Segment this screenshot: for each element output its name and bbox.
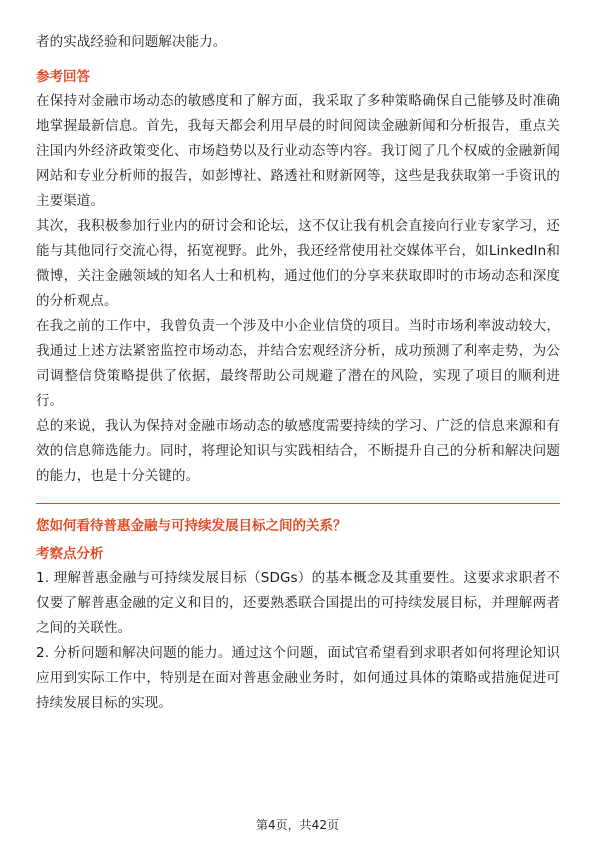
analysis-point-2: 2. 分析问题和解决问题的能力。通过这个问题，面试官希望看到求职者如何将理论知识应用到实际工作中，特别是在面对普惠金融业务时，如何通过具体的策略或措施促进可持续发展目标的实现。 (36, 645, 560, 711)
answer-paragraph-1: 在保持对金融市场动态的敏感度和了解方面，我采取了多种策略确保自己能够及时准确地掌握最新信息。首先，我每天都会利用早晨的时间阅读金融新闻和分析报告，重点关注国内外经济政策变化、市场趋势以及行业动态等内容。我订阅了几个权威的金融新闻网站和专业分析师的报告，如彭博社、路透社和财新网等，这些是我获取第一手资讯的主要渠道。 (36, 93, 560, 209)
page-content (36, 30, 560, 716)
page-number: 第4页，共42页 (256, 818, 339, 832)
answer-paragraph-2: 其次，我积极参加行业内的研讨会和论坛，这不仅让我有机会直接向行业专家学习，还能与其他同行交流心得，拓宽视野。此外，我还经常使用社交媒体平台，如LinkedIn和微博，关注金融领域的知名人士和机构，通过他们的分享来获取即时的市场动态和深度的分析观点。 (36, 218, 560, 309)
continued-paragraph: 者的实战经验和问题解决能力。 (36, 34, 227, 50)
analysis-heading: 考察点分析 (36, 546, 104, 562)
answer-paragraph-4: 总的来说，我认为保持对金融市场动态的敏感度需要持续的学习、广泛的信息来源和有效的信息筛选能力。同时，将理论知识与实践相结合，不断提升自己的分析和解决问题的能力，也是十分关键的。 (36, 418, 560, 484)
answer-paragraph-3: 在我之前的工作中，我曾负责一个涉及中小企业信贷的项目。当时市场利率波动较大，我通过上述方法紧密监控市场动态，并结合宏观经济分析，成功预测了利率走势，为公司调整信贷策略提供了依据，最终帮助公司规避了潜在的风险，实现了项目的顺利进行。 (36, 318, 560, 409)
analysis-point-1: 1. 理解普惠金融与可持续发展目标（SDGs）的基本概念及其重要性。这要求求职者不仅要了解普惠金融的定义和目的，还要熟悉联合国提出的可持续发展目标，并理解两者之间的关联性。 (36, 570, 560, 636)
question-title: 您如何看待普惠金融与可持续发展目标之间的关系？ (36, 518, 347, 534)
section-divider (36, 503, 560, 504)
answer-heading: 参考回答 (36, 69, 90, 85)
